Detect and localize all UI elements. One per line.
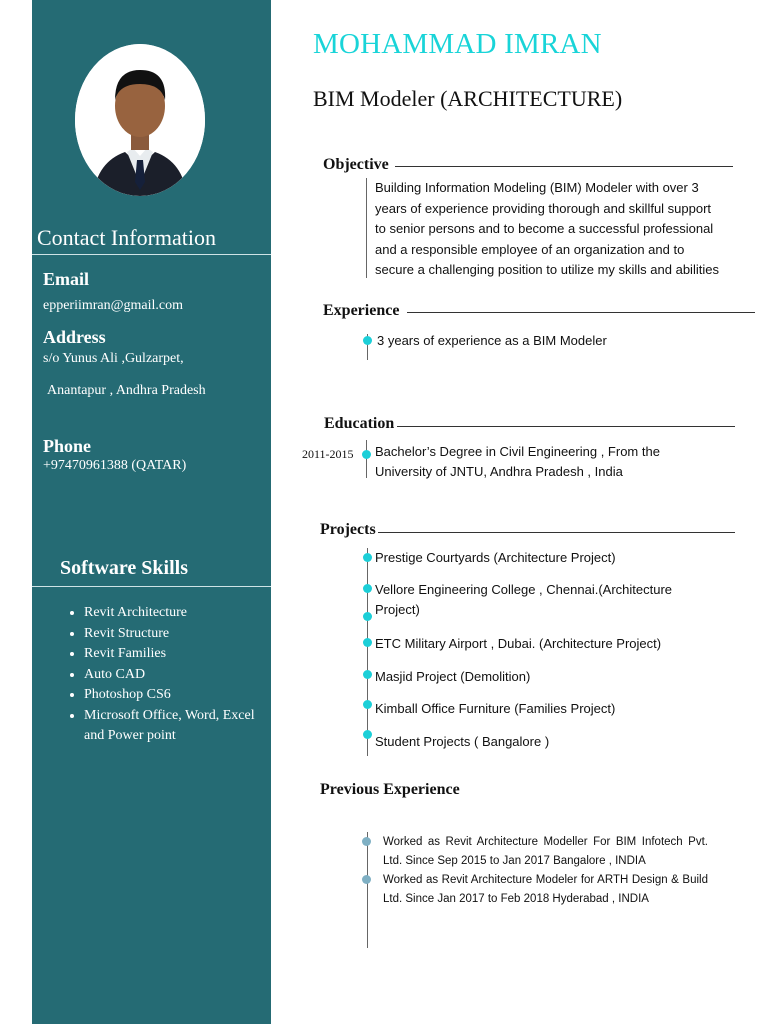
education-heading: Education	[324, 415, 395, 432]
objective-heading: Objective	[323, 156, 389, 173]
project-item: Vellore Engineering College , Chennai.(Architecture Project)	[375, 582, 673, 617]
skill-item: • Revit Architecture	[84, 603, 259, 624]
sidebar	[32, 0, 271, 1024]
timeline-dot	[363, 638, 372, 647]
address-label: Address	[43, 327, 106, 347]
objective-rule	[395, 166, 733, 167]
education-years: 2011-2015	[302, 447, 354, 461]
previous-experience-item: Worked as Revit Architecture Modeller For BIM Infotech Pvt. Ltd. Since Sep 2015 to Jan 2017 Bangalore , INDIA	[383, 836, 708, 867]
skill-item: • Revit Structure	[84, 624, 259, 645]
projects-heading: Projects	[320, 521, 376, 538]
education-item: Bachelor’s Degree in Civil Engineering , From the University of JNTU, Andhra Pradesh , India	[375, 444, 660, 479]
timeline-dot	[362, 450, 371, 459]
previous-experience-timeline	[367, 832, 368, 948]
objective-text: Building Information Modeling (BIM) Modeler with over 3 years of experience providing thorough and skillful support to senior persons and to become a successful professional and a responsible employee of an organization and to secure a challenging position to utilize my skills and abilities	[375, 180, 719, 277]
contact-divider	[32, 254, 271, 255]
address-line-2: Anantapur , Andhra Pradesh	[47, 383, 206, 398]
timeline-dot	[363, 730, 372, 739]
email-value: epperiimran@gmail.com	[43, 298, 184, 313]
skill-item: • Microsoft Office, Word, Excel and Power point	[84, 706, 259, 747]
timeline-dot	[363, 700, 372, 709]
skill-item: • Revit Families	[84, 644, 259, 665]
project-item: Student Projects ( Bangalore )	[375, 734, 550, 749]
phone-label: Phone	[43, 436, 92, 456]
address-line-1: s/o Yunus Ali ,Gulzarpet,	[43, 351, 184, 366]
skills-heading: Software Skills	[60, 557, 188, 579]
timeline-dot	[363, 584, 372, 593]
education-rule	[397, 426, 735, 427]
previous-experience-heading: Previous Experience	[320, 781, 460, 798]
candidate-name: MOHAMMAD IMRAN	[313, 28, 602, 60]
timeline-dot	[363, 336, 372, 345]
projects-rule	[378, 532, 735, 533]
timeline-dot	[363, 612, 372, 621]
skills-list	[62, 603, 259, 747]
candidate-title: BIM Modeler (ARCHITECTURE)	[313, 86, 623, 111]
contact-heading: Contact Information	[37, 225, 217, 250]
project-item: Prestige Courtyards (Architecture Project)	[375, 550, 616, 565]
previous-experience-item: Worked as Revit Architecture Modeler for ARTH Design & Build Ltd. Since Jan 2017 to Feb 2018 Hyderabad , INDIA	[383, 874, 708, 905]
projects-timeline	[367, 548, 368, 756]
phone-value: +97470961388 (QATAR)	[43, 458, 187, 473]
experience-rule	[407, 312, 755, 313]
timeline-dot	[363, 670, 372, 679]
experience-item: 3 years of experience as a BIM Modeler	[377, 333, 607, 348]
objective-timeline	[366, 178, 367, 278]
timeline-dot	[362, 837, 371, 846]
project-item: ETC Military Airport , Dubai. (Architecture Project)	[375, 636, 662, 651]
timeline-dot	[362, 875, 371, 884]
profile-photo-icon	[75, 44, 205, 196]
skills-divider	[32, 586, 271, 587]
timeline-dot	[363, 553, 372, 562]
skill-item: • Photoshop CS6	[84, 685, 259, 706]
profile-photo	[75, 44, 205, 196]
skill-item: • Auto CAD	[84, 665, 259, 686]
project-item: Kimball Office Furniture (Families Project)	[375, 701, 616, 716]
email-label: Email	[43, 269, 90, 289]
experience-heading: Experience	[323, 302, 400, 319]
education-timeline	[366, 440, 367, 478]
project-item: Masjid Project (Demolition)	[375, 669, 531, 684]
